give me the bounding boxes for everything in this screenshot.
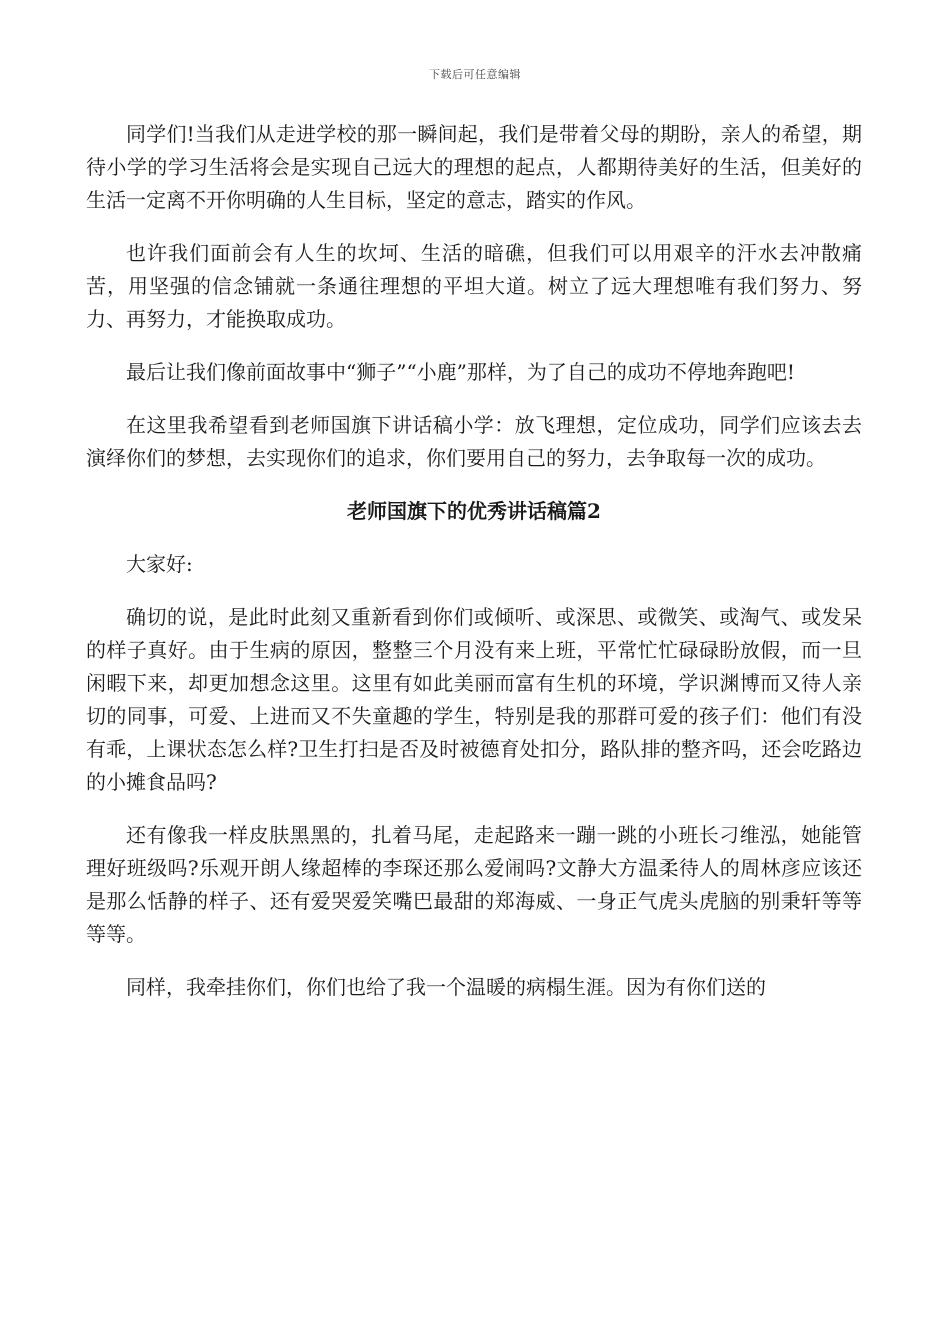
- section-title: 老师国旗下的优秀讲话稿篇2: [347, 499, 601, 523]
- document-body: [86, 118, 862, 1024]
- page-header-note: 下载后可任意编辑: [429, 68, 521, 81]
- paragraph: 同样，我牵挂你们，你们也给了我一个温暖的病榻生涯。因为有你们送的: [126, 975, 766, 999]
- paragraph: 也许我们面前会有人生的坎坷、生活的暗礁，但我们可以用艰辛的汗水去冲散痛苦，用坚强的信念铺就一条通往理想的平坦大道。树立了远大理想唯有我们努力、努力、再努力，才能换取成功。: [86, 241, 862, 331]
- paragraph: 在这里我希望看到老师国旗下讲话稿小学：放飞理想，定位成功，同学们应该去去演绎你们的梦想，去实现你们的追求，你们要用自己的努力，去争取每一次的成功。: [86, 413, 862, 470]
- paragraph: 还有像我一样皮肤黑黑的，扎着马尾，走起路来一蹦一跳的小班长刁维泓，她能管理好班级吗?乐观开朗人缘超棒的李琛还那么爱闹吗?文静大方温柔待人的周林彦应该还是那么恬静的样子、还有爱哭爱笑嘴巴最甜的郑海威、一身正气虎头虎脑的别秉轩等等等等。: [86, 823, 862, 946]
- paragraph: 最后让我们像前面故事中“狮子”“小鹿”那样，为了自己的成功不停地奔跑吧!: [126, 360, 795, 384]
- paragraph: 确切的说，是此时此刻又重新看到你们或倾听、或深思、或微笑、或淘气、或发呆的样子真好。由于生病的原因，整整三个月没有来上班，平常忙忙碌碌盼放假，而一旦闲暇下来，却更加想念这里。这里有如此美丽而富有生机的环境，学识渊博而又待人亲切的同事，可爱、上进而又不失童趣的学生，特别是我的那群可爱的孩子们：他们有没有乖，上课状态怎么样?卫生打扫是否及时被德育处扣分，路队排的整齐吗，还会吃路边的小摊食品吗?: [86, 605, 862, 794]
- paragraph: 同学们!当我们从走进学校的那一瞬间起，我们是带着父母的期盼，亲人的希望，期待小学的学习生活将会是实现自己远大的理想的起点，人都期待美好的生活，但美好的生活一定离不开你明确的人生目标，坚定的意志，踏实的作风。: [86, 122, 862, 212]
- greeting: 大家好:: [126, 552, 193, 576]
